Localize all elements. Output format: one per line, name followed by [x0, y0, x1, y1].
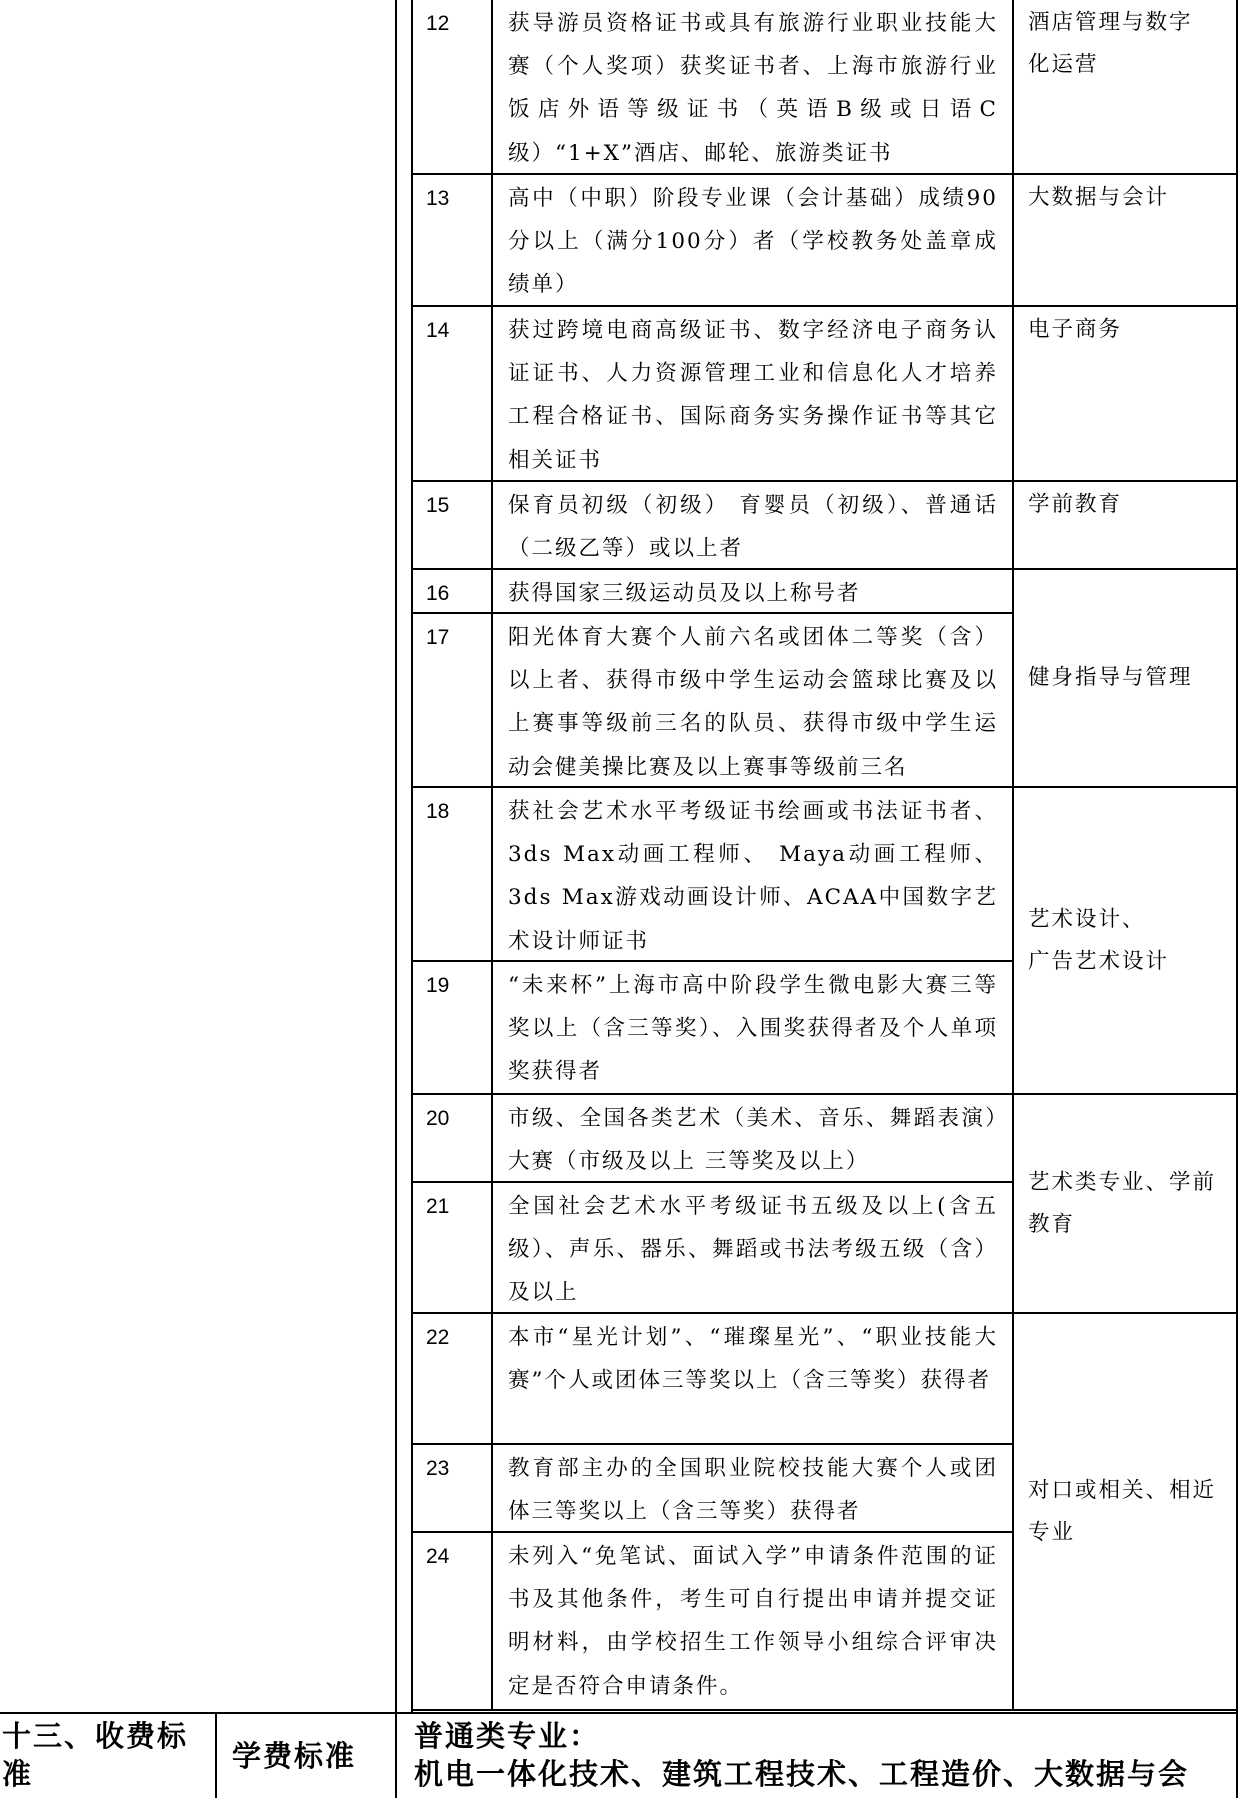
section-top-border	[0, 1712, 1238, 1714]
major-cell-ecommerce: 电子商务	[1028, 317, 1123, 342]
row-number: 22	[426, 1326, 450, 1349]
condition-text: 未列入“免笔试、面试入学”申请条件范围的证书及其他条件，考生可自行提出申请并提交证明材料，由学校招生工作领导小组综合评审决定是否符合申请条件。	[508, 1544, 998, 1699]
fee-standard-label: 学费标准	[232, 1739, 357, 1773]
section-heading-line: 准	[2, 1757, 34, 1791]
section-heading-line: 十三、收费标	[2, 1719, 189, 1753]
row-number: 12	[426, 12, 450, 35]
major-cell-related: 对口或相关、相近 专业	[1028, 1477, 1217, 1545]
condition-text: 保育员初级（初级） 育婴员（初级）、普通话（二级乙等）或以上者	[508, 493, 998, 562]
fee-content	[414, 1717, 1238, 1793]
row-number: 18	[426, 800, 450, 823]
major-cell-fitness: 健身指导与管理	[1028, 665, 1193, 690]
num-col-divider	[491, 0, 493, 1711]
condition-text: 获过跨境电商高级证书、数字经济电子商务认证证书、人力资源管理工业和信息化人才培养工程合格证书、国际商务实务操作证书等其它相关证书	[508, 318, 998, 473]
major-cell-art-preschool: 艺术类专业、学前 教育	[1028, 1169, 1217, 1237]
major-cell-hotel: 酒店管理与数字 化运营	[1028, 10, 1193, 77]
fee-content-majors: 机电一体化技术、建筑工程技术、工程造价、大数据与会	[414, 1757, 1190, 1791]
table-left-border	[411, 0, 413, 1714]
row-number: 14	[426, 319, 450, 342]
section-heading	[2, 1717, 214, 1793]
row-number: 16	[426, 582, 450, 605]
condition-text: 获社会艺术水平考级证书绘画或书法证书者、3ds Max动画工程师、 Maya动画工程师、3ds Max游戏动画设计师、ACAA中国数字艺术设计师证书	[508, 799, 998, 954]
condition-text: 获导游员资格证书或具有旅游行业职业技能大赛（个人奖项）获奖证书者、上海市旅游行业饭店外语等级证书（英语B级或日语C级）“1+X”酒店、邮轮、旅游类证书	[508, 11, 998, 166]
row-number: 19	[426, 974, 450, 997]
row-number: 21	[426, 1195, 450, 1218]
major-cell-art-design: 艺术设计、 广告艺术设计	[1028, 906, 1170, 974]
row-number: 20	[426, 1107, 450, 1130]
outer-left-border	[395, 0, 397, 1714]
major-cell-preschool: 学前教育	[1028, 492, 1123, 517]
row-number: 13	[426, 187, 450, 210]
row-number: 17	[426, 626, 450, 649]
condition-text: 教育部主办的全国职业院校技能大赛个人或团体三等奖以上（含三等奖）获得者	[508, 1456, 998, 1525]
row-number: 15	[426, 494, 450, 517]
fee-content-heading: 普通类专业：	[414, 1719, 601, 1753]
condition-text: 阳光体育大赛个人前六名或团体二等奖（含）以上者、获得市级中学生运动会篮球比赛及以上赛事等级前三名的队员、获得市级中学生运动会健美操比赛及以上赛事等级前三名	[508, 625, 998, 780]
condition-text: 获得国家三级运动员及以上称号者	[508, 581, 861, 606]
desc-col-divider	[1012, 0, 1014, 1711]
condition-text: 高中（中职）阶段专业课（会计基础）成绩90分以上（满分100分）者（学校教务处盖章成绩单）	[508, 186, 998, 298]
row-number: 24	[426, 1545, 450, 1568]
condition-text: 本市“星光计划”、“璀璨星光”、“职业技能大赛”个人或团体三等奖以上（含三等奖）获得者	[508, 1325, 998, 1394]
section-col-divider	[395, 1712, 397, 1798]
section-col-divider	[215, 1712, 217, 1798]
condition-text: 市级、全国各类艺术（美术、音乐、舞蹈表演）大赛（市级及以上 三等奖及以上）	[508, 1106, 998, 1175]
row-number: 23	[426, 1457, 450, 1480]
condition-text: “未来杯”上海市高中阶段学生微电影大赛三等奖以上（含三等奖）、入围奖获得者及个人单项奖获得者	[508, 973, 998, 1085]
condition-text: 全国社会艺术水平考级证书五级及以上(含五级）、声乐、器乐、舞蹈或书法考级五级（含）及以上	[508, 1194, 998, 1306]
major-cell-accounting: 大数据与会计	[1028, 185, 1170, 210]
table-bottom-border	[411, 1709, 1238, 1711]
